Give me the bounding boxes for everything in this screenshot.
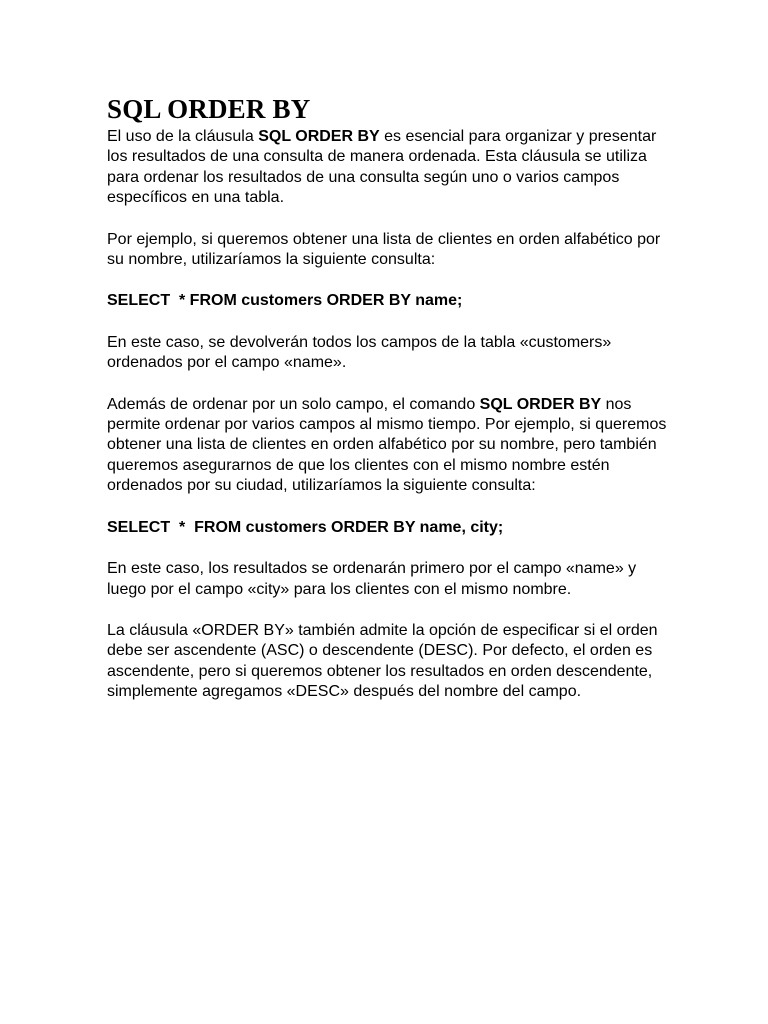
multi-field-bold-term: SQL ORDER BY (479, 395, 602, 413)
document-title: SQL ORDER BY (107, 94, 311, 124)
example-paragraph: Por ejemplo, si queremos obtener una lista de clientes en orden alfabético por su nombre, utilizaríamos la siguiente consulta: (107, 230, 661, 269)
sql-query-multi-field: SELECT * FROM customers ORDER BY name, city; (107, 518, 504, 536)
multi-field-result-paragraph: En este caso, los resultados se ordenarán primero por el campo «name» y luego por el campo «city» para los clientes con el mismo nombre. (107, 560, 637, 598)
multi-field-paragraph (107, 395, 667, 497)
document-page (107, 92, 667, 724)
multi-field-text-post: nos permite ordenar por varios campos al mismo tiempo. Por ejemplo, si queremos obtener una lista de clientes en orden alfabético por su nombre, pero también queremos asegurarnos de que los clientes con el mismo nombre estén ordenados por su ciudad, utilizaríamos la siguiente consulta: (107, 395, 667, 495)
intro-text-post: es esencial para organizar y presentar los resultados de una consulta de manera ordenada. Esta cláusula se utiliza para ordenar los resultados de una consulta según uno o varios campos específicos en una tabla. (107, 128, 657, 207)
intro-paragraph (107, 127, 667, 209)
asc-desc-paragraph: La cláusula «ORDER BY» también admite la opción de especificar si el orden debe ser ascendente (ASC) o descendente (DESC). Por defecto, el orden es ascendente, pero si queremos obtener los resultados en orden descendente, simplemente agregamos «DESC» después del nombre del campo. (107, 621, 658, 701)
multi-field-text-pre: Además de ordenar por un solo campo, el comando (107, 395, 480, 413)
result-explanation-paragraph: En este caso, se devolverán todos los campos de la tabla «customers» ordenados por el campo «name». (107, 333, 612, 372)
intro-text-pre: El uso de la cláusula (107, 128, 259, 145)
sql-query-single-field: SELECT * FROM customers ORDER BY name; (107, 292, 463, 310)
intro-bold-term: SQL ORDER BY (258, 128, 380, 145)
